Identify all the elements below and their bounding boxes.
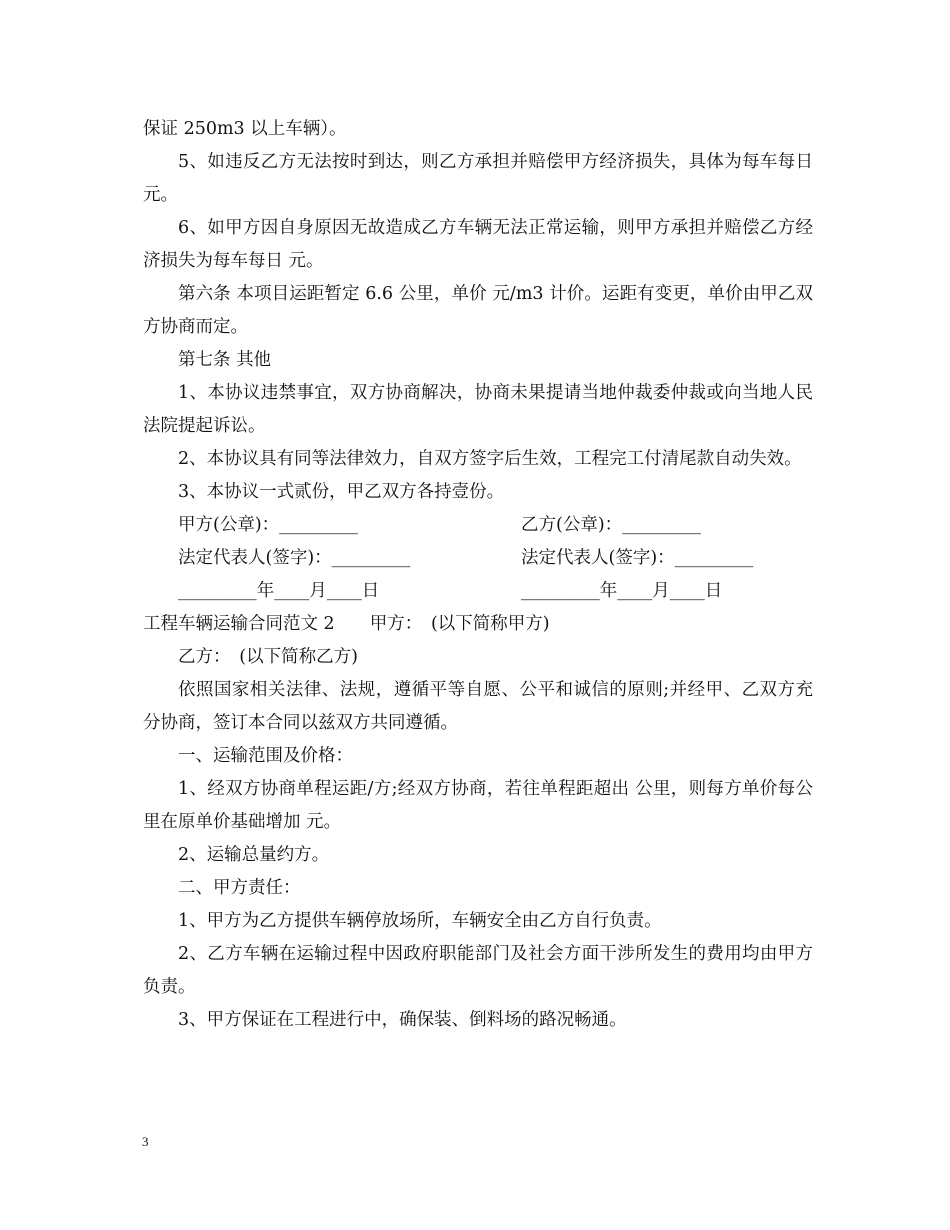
page-number: 3 (142, 1134, 149, 1149)
party-b-seal: 乙方(公章)：_________ (521, 515, 701, 535)
party-a-representative: 法定代表人(签字)：_________ (178, 548, 411, 568)
paragraph: 3、本协议一式贰份，甲乙双方各持壹份。 (178, 482, 505, 502)
paragraph: 1、本协议违禁事宜，双方协商解决，协商未果提请当地仲裁委仲裁或向当地人民法院提起诉讼。 (143, 383, 813, 436)
paragraph: 1、经双方协商单程运距/方;经双方协商，若往单程距超出 公里，则每方单价每公里在原单价基础增加 元。 (143, 779, 813, 832)
party-b-date: _________年____月____日 (521, 581, 723, 601)
party-a-date: _________年____月____日 (178, 581, 380, 601)
paragraph: 2、运输总量约方。 (178, 845, 330, 865)
paragraph: 2、本协议具有同等法律效力，自双方签字后生效，工程完工付清尾款自动失效。 (178, 449, 802, 469)
signature-row (143, 509, 813, 542)
party-a-seal: 甲方(公章)：_________ (178, 515, 358, 535)
paragraph: 依照国家相关法律、法规，遵循平等自愿、公平和诚信的原则;并经甲、乙双方充分协商，签订本合同以兹双方共同遵循。 (143, 680, 813, 733)
party-b-line: 乙方： (以下简称乙方) (178, 647, 358, 667)
section-heading: 二、甲方责任： (178, 878, 301, 898)
paragraph: 6、如甲方因自身原因无故造成乙方车辆无法正常运输，则甲方承担并赔偿乙方经济损失为每车每日 元。 (143, 218, 813, 271)
section-heading: 第七条 其他 (178, 350, 272, 370)
text-line: 保证 250m3 以上车辆）。 (143, 119, 347, 139)
paragraph: 1、甲方为乙方提供车辆停放场所，车辆安全由乙方自行负责。 (178, 911, 662, 931)
signature-row (143, 542, 813, 575)
signature-row (143, 575, 813, 608)
paragraph: 3、甲方保证在工程进行中，确保装、倒料场的路况畅通。 (178, 1010, 627, 1030)
contract-title-line: 工程车辆运输合同范文 2 甲方： (以下简称甲方) (143, 614, 550, 634)
party-b-representative: 法定代表人(签字)：_________ (521, 548, 754, 568)
paragraph: 第六条 本项目运距暂定 6.6 公里，单价 元/m3 计价。运距有变更，单价由甲乙双方协商而定。 (143, 284, 813, 337)
paragraph: 2、乙方车辆在运输过程中因政府职能部门及社会方面干涉所发生的费用均由甲方负责。 (143, 944, 813, 997)
document-body (143, 113, 813, 1037)
section-heading: 一、运输范围及价格： (178, 746, 353, 766)
paragraph: 5、如违反乙方无法按时到达，则乙方承担并赔偿甲方经济损失，具体为每车每日元。 (143, 152, 813, 205)
